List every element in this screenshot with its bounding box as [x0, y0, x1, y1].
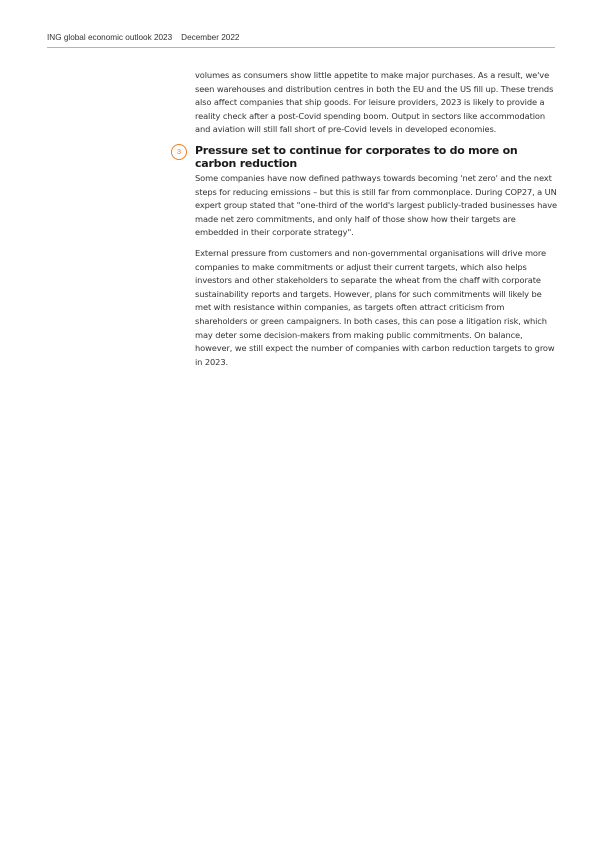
section-paragraph-1: Some companies have now defined pathways towards becoming 'net zero' and the next steps for reducing emissions – but this is still far from commonplace. During COP27, a UN expert group stated that "one-third of the world's largest publicly-traded businesses have made net zero commitments, and only half of those show how their targets are embedded in their corporate strategy".: [195, 172, 557, 238]
section-heading: [176, 143, 558, 170]
header-title: ING global economic outlook 2023: [47, 33, 173, 42]
running-header: [47, 33, 555, 42]
intro-paragraph: volumes as consumers show little appetite to make major purchases. As a result, we've seen warehouses and distribution centres in both the EU and the US fill up. These trends also affect companies that ship goods. For leisure providers, 2023 is likely to provide a reality check after a post-Covid spending boom. Output in sectors like accommodation and aviation will still fall short of pre-Covid levels in developed economies.: [195, 70, 554, 135]
header-divider: [47, 47, 555, 48]
main-content: [176, 69, 558, 376]
section-paragraph-2: External pressure from customers and non-governmental organisations will drive more companies to make commitments or adjust their current targets, which also helps investors and other stakeholders to separate the wheat from the chaff with corporate sustainability reports and targets. However, plans for such commitments will likely be met with resistance within companies, as targets often attract criticism from shareholders or green campaigners. In both cases, this can pose a litigation risk, which may deter some decision-makers from making public commitments. On balance, however, we still expect the number of companies with carbon reduction targets to grow in 2023.: [195, 247, 555, 367]
section-number-badge: 3: [171, 144, 187, 160]
header-date: December 2022: [181, 33, 240, 42]
section-title: Pressure set to continue for corporates to do more on carbon reduction: [195, 143, 518, 170]
